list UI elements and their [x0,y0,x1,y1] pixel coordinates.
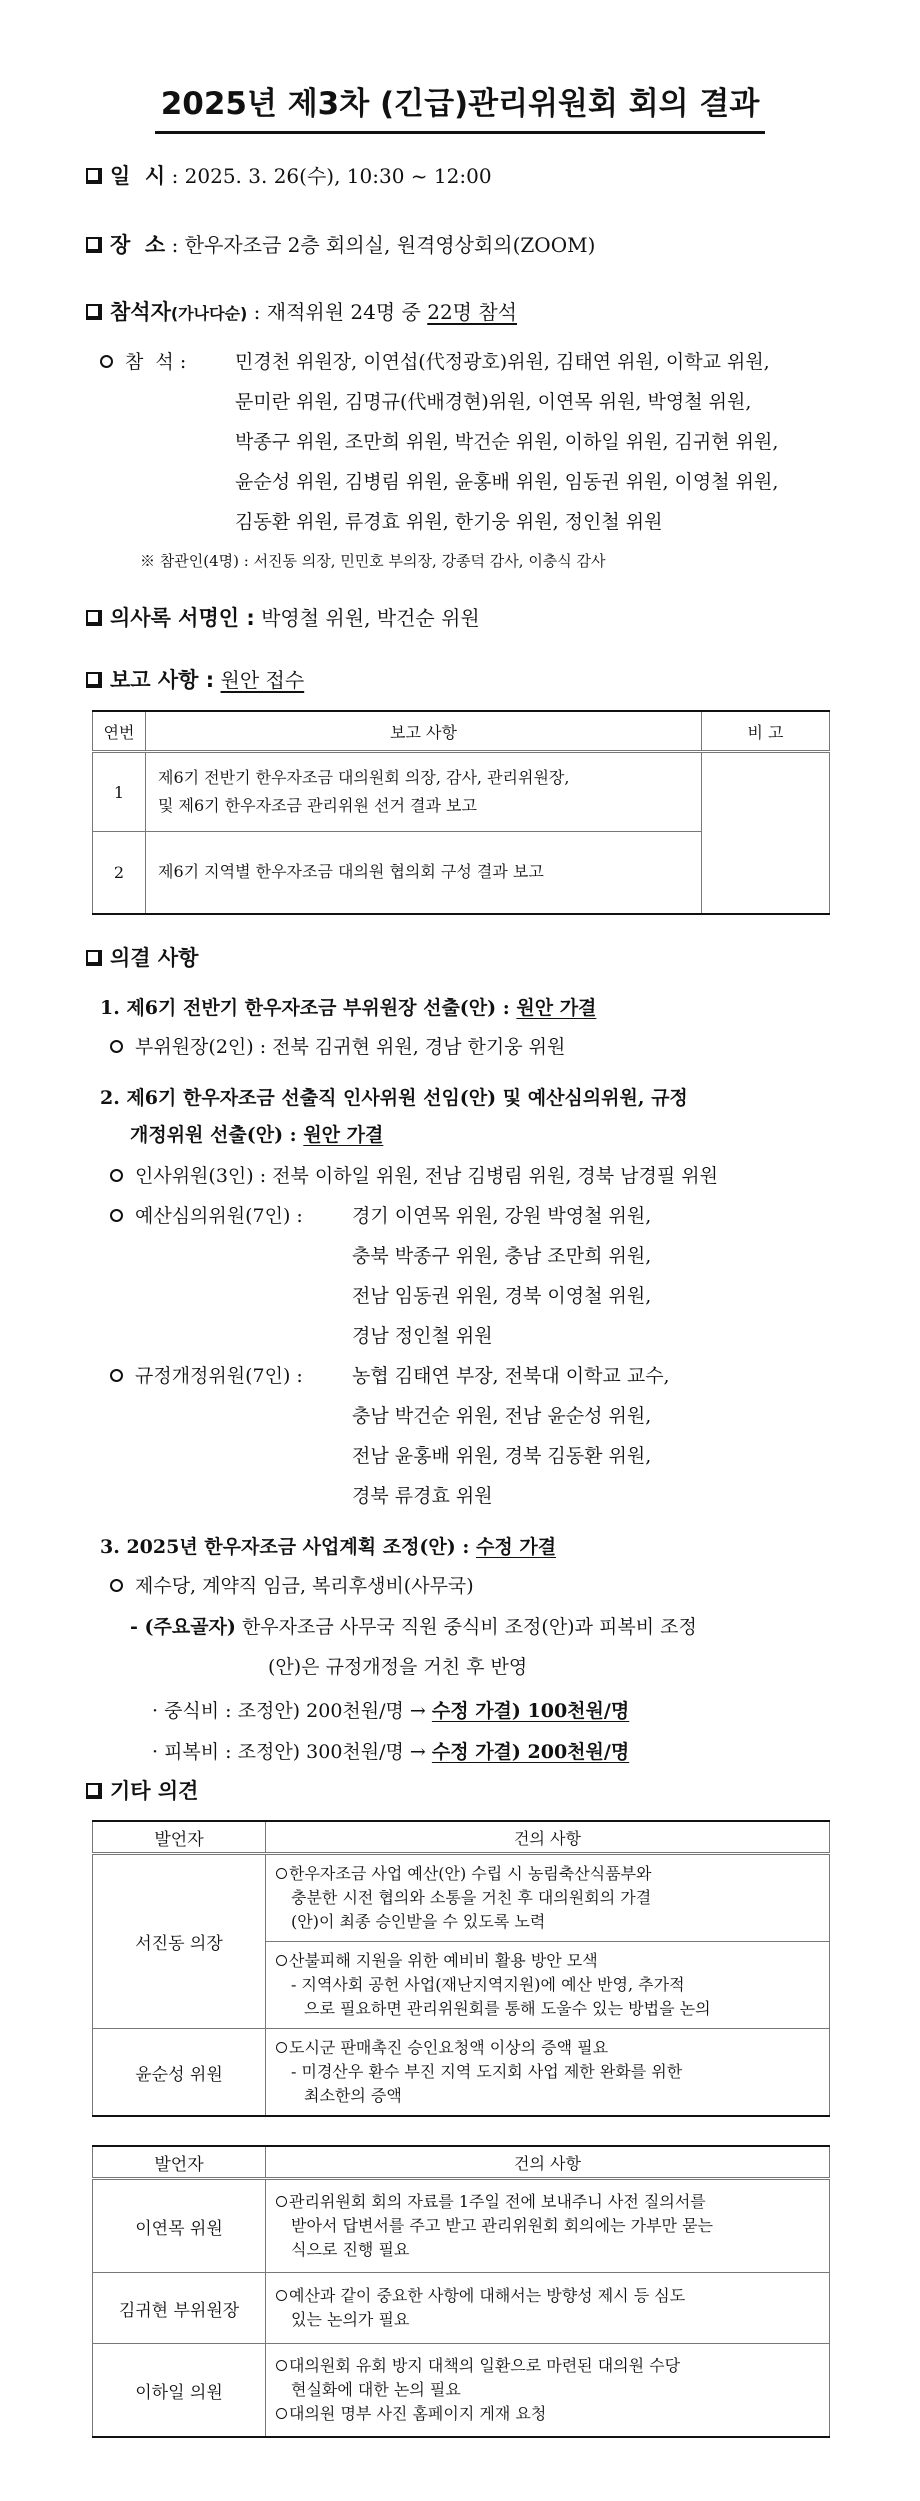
opinions-table-1 [92,1820,830,2117]
attendees-summary-count: 22명 참석 [427,300,517,324]
table-header-note: 비 고 [702,711,830,752]
report-label: 보고 사항 : [110,668,215,692]
report-table [92,710,830,915]
suggestion-cell [266,2029,830,2117]
suggestion-text: 한우자조금 사업 예산(안) 수립 시 농림축산식품부와 [289,1864,652,1883]
suggestion-line: 있는 논의가 필요 [291,2310,410,2329]
suggestion-cell [266,2344,830,2438]
suggestion-text: 예산과 같이 중요한 사항에 대해서는 방향성 제시 등 심도 [289,2286,686,2305]
suggestion-line: - 지역사회 공헌 사업(재난지역지원)에 예산 반영, 추가적 [291,1975,685,1994]
table-header-speaker: 발언자 [93,1821,266,1854]
attendees-row [86,296,517,326]
place-row [86,229,595,259]
place-value: : 한우자조금 2층 회의실, 원격영상회의(ZOOM) [171,233,596,257]
datetime-value: : 2025. 3. 26(수), 10:30 ~ 12:00 [171,164,492,188]
attendee-line: 문미란 위원, 김명규(代배경현)위원, 이연목 위원, 박영철 위원, [235,391,752,413]
table-row [93,2179,830,2273]
suggestion-cell [266,1854,830,1942]
resolution-2-budget-label: 예산심의위원(7인) : [135,1205,303,1227]
circle-bullet-icon [276,2196,287,2207]
opinions-label: 기타 의견 [110,1779,199,1803]
attendee-line: 박종구 위원, 조만희 위원, 박건순 위원, 이하일 위원, 김귀현 위원, [235,431,779,453]
report-row-text-line: 및 제6기 한우자조금 관리위원 선거 결과 보고 [158,796,477,815]
checkbox-square-icon [86,168,102,184]
table-header-suggestion: 건의 사항 [266,1821,830,1854]
table-header-row [93,1821,830,1854]
resolution-2-personnel: 인사위원(3인) : 전북 이하일 위원, 전남 김병림 위원, 경북 남경필 위원 [135,1165,718,1187]
cloth-prefix: · 피복비 : 조정안) 300천원/명 → [152,1741,432,1763]
resolution-result: 원안 가결 [303,1124,384,1146]
report-row-text [146,752,702,832]
checkbox-square-icon [86,610,102,626]
table-row [93,2029,830,2117]
attendees-summary-prefix: : 재적위원 24명 중 [253,300,428,324]
suggestion-line [276,2190,819,2214]
attendee-line: 김동환 위원, 류경효 위원, 한기웅 위원, 정인철 위원 [235,511,663,533]
speaker-cell: 이연목 위원 [93,2179,266,2273]
circle-bullet-icon [276,2360,287,2371]
attendees-label-note: (가나다순) [170,304,248,323]
meal-result: 수정 가결) 100천원/명 [431,1700,630,1722]
table-header-speaker: 발언자 [93,2146,266,2179]
suggestion-cell [266,2273,830,2344]
suggestion-line [276,1949,819,1973]
resolution-title-text: 1. 제6기 전반기 한우자조금 부위원장 선출(안) : [100,997,517,1019]
suggestion-cell [266,2179,830,2273]
resolution-2-rules-label: 규정개정위원(7인) : [135,1365,303,1387]
resolution-result: 수정 가결 [476,1536,557,1558]
resolution-3-main-line1: 한우자조금 사무국 직원 중식비 조정(안)과 피복비 조정 [235,1616,697,1638]
report-row-no: 2 [93,832,146,914]
report-row-text-line: 제6기 지역별 한우자조금 대의원 협의회 구성 결과 보고 [158,862,544,882]
suggestion-line [276,2402,819,2426]
title-block [0,78,920,134]
circle-bullet-icon [110,1369,123,1382]
opinions-row [86,1775,198,1805]
resolution-title-text: 개정위원 선출(안) : [130,1124,304,1146]
table-header-row [93,2146,830,2179]
circle-bullet-icon [110,1209,123,1222]
suggestion-line: 받아서 답변서를 주고 받고 관리위원회 회의에는 가부만 묻는 [291,2216,714,2235]
resolution-3-meal-row [152,1696,629,1723]
checkbox-square-icon [86,950,102,966]
resolution-1-detail: 부위원장(2인) : 전북 김귀현 위원, 경남 한기웅 위원 [135,1036,566,1058]
resolution-title-text: 3. 2025년 한우자조금 사업계획 조정(안) : [100,1536,477,1558]
resolution-2-budget-row [110,1201,303,1228]
resolutions-label: 의결 사항 [110,946,199,970]
suggestion-line: (안)이 최종 승인받을 수 있도록 노력 [291,1912,546,1931]
resolutions-row [86,942,198,972]
speaker-cell: 김귀현 부위원장 [93,2273,266,2344]
suggestion-line: - 미경산우 환수 부진 지역 도지회 사업 제한 완화를 위한 [291,2062,683,2081]
resolution-2-title-line1: 2. 제6기 한우자조금 선출직 인사위원 선임(안) 및 예산심의위원, 규정 [100,1087,688,1109]
resolution-3-main-label: - (주요골자) [130,1616,236,1638]
suggestion-line: 현실화에 대한 논의 필요 [291,2380,461,2399]
meal-prefix: · 중식비 : 조정안) 200천원/명 → [152,1700,432,1722]
budget-member-line: 경남 정인철 위원 [352,1325,493,1347]
suggestion-line [276,2036,819,2060]
circle-bullet-icon [276,2408,287,2419]
suggestion-text: 도시군 판매촉진 승인요청액 이상의 증액 필요 [289,2038,609,2057]
table-row [93,2344,830,2438]
suggestion-line [276,2284,819,2308]
datetime-row [86,160,492,190]
suggestion-line: 으로 필요하면 관리위원회를 통해 도울수 있는 방법을 논의 [304,1999,711,2018]
report-row-no: 1 [93,752,146,832]
resolution-result: 원안 가결 [516,997,597,1019]
resolution-3-main-row [130,1612,697,1639]
resolution-3-title [100,1532,556,1559]
attendee-list-label: 참 석 : [125,351,187,373]
resolution-3-main-line2: (안)은 규정개정을 거친 후 반영 [268,1656,528,1678]
attendee-list-label-row [100,347,186,374]
circle-bullet-icon [110,1579,123,1592]
attendees-label: 참석자 [110,300,171,324]
place-label: 장 소 [110,233,166,257]
circle-bullet-icon [110,1169,123,1182]
budget-member-line: 충북 박종구 위원, 충남 조만희 위원, [352,1245,652,1267]
speaker-cell: 서진동 의장 [93,1854,266,2029]
circle-bullet-icon [276,1955,287,1966]
suggestion-text: 대의원 명부 사진 홈페이지 게재 요청 [289,2404,547,2423]
resolution-1-title [100,993,596,1020]
signers-label: 의사록 서명인 : [110,606,255,630]
speaker-cell: 이하일 의원 [93,2344,266,2438]
suggestion-cell [266,1942,830,2029]
opinions-table-2 [92,2145,830,2438]
suggestion-line: 식으로 진행 필요 [291,2240,410,2259]
table-header-no: 연번 [93,711,146,752]
checkbox-square-icon [86,672,102,688]
report-status: 원안 접수 [220,668,305,692]
resolution-3-detail: 제수당, 계약직 임금, 복리후생비(사무국) [135,1575,474,1597]
rules-member-line: 농협 김태연 부장, 전북대 이학교 교수, [352,1365,670,1387]
resolution-2-rules-row [110,1361,303,1388]
checkbox-square-icon [86,1783,102,1799]
report-row-text-line: 제6기 전반기 한우자조금 대의원회 의장, 감사, 관리위원장, [158,768,570,787]
circle-bullet-icon [276,1868,287,1879]
report-row-text [146,832,702,914]
circle-bullet-icon [276,2042,287,2053]
checkbox-square-icon [86,237,102,253]
table-header-suggestion: 건의 사항 [266,2146,830,2179]
cloth-result: 수정 가결) 200천원/명 [431,1741,630,1763]
suggestion-line: 최소한의 증액 [304,2086,402,2105]
suggestion-text: 대의원회 유회 방지 대책의 일환으로 마련된 대의원 수당 [289,2356,681,2375]
checkbox-square-icon [86,304,102,320]
suggestion-line [276,1862,819,1886]
resolution-2-title-line2 [130,1120,383,1147]
report-row [86,664,304,694]
table-row [93,2273,830,2344]
circle-bullet-icon [276,2290,287,2301]
circle-bullet-icon [100,355,113,368]
rules-member-line: 전남 윤홍배 위원, 경북 김동환 위원, [352,1445,652,1467]
resolution-3-detail-row [110,1571,474,1598]
datetime-label: 일 시 [110,164,166,188]
speaker-cell: 윤순성 위원 [93,2029,266,2117]
table-header-row [93,711,830,752]
rules-member-line: 충남 박건순 위원, 전남 윤순성 위원, [352,1405,652,1427]
resolution-3-cloth-row [152,1737,629,1764]
suggestion-text: 관리위원회 회의 자료를 1주일 전에 보내주니 사전 질의서를 [289,2192,706,2211]
suggestion-line: 충분한 시전 협의와 소통을 거친 후 대의원회의 가결 [291,1888,652,1907]
budget-member-line: 전남 임동권 위원, 경북 이영철 위원, [352,1285,652,1307]
table-row [93,752,830,832]
circle-bullet-icon [110,1040,123,1053]
signers-row [86,602,480,632]
table-row [93,1854,830,1942]
table-header-item: 보고 사항 [146,711,702,752]
report-note-cell [702,752,830,914]
observers-note: ※ 참관인(4명) : 서진동 의장, 민민호 부의장, 강종덕 감사, 이충식 감사 [140,552,606,570]
resolution-1-detail-row [110,1032,565,1059]
attendee-line: 윤순성 위원, 김병림 위원, 윤홍배 위원, 임동권 위원, 이영철 위원, [235,471,779,493]
signers-value: 박영철 위원, 박건순 위원 [254,606,480,630]
page-title: 2025년 제3차 (긴급)관리위원회 회의 결과 [155,78,766,134]
resolution-2-personnel-row [110,1161,718,1188]
budget-member-line: 경기 이연목 위원, 강원 박영철 위원, [352,1205,652,1227]
rules-member-line: 경북 류경효 위원 [352,1485,493,1507]
suggestion-text: 산불피해 지원을 위한 예비비 활용 방안 모색 [289,1951,598,1970]
suggestion-line [276,2354,819,2378]
attendee-line: 민경천 위원장, 이연섭(代정광호)위원, 김태연 위원, 이학교 위원, [235,351,770,373]
